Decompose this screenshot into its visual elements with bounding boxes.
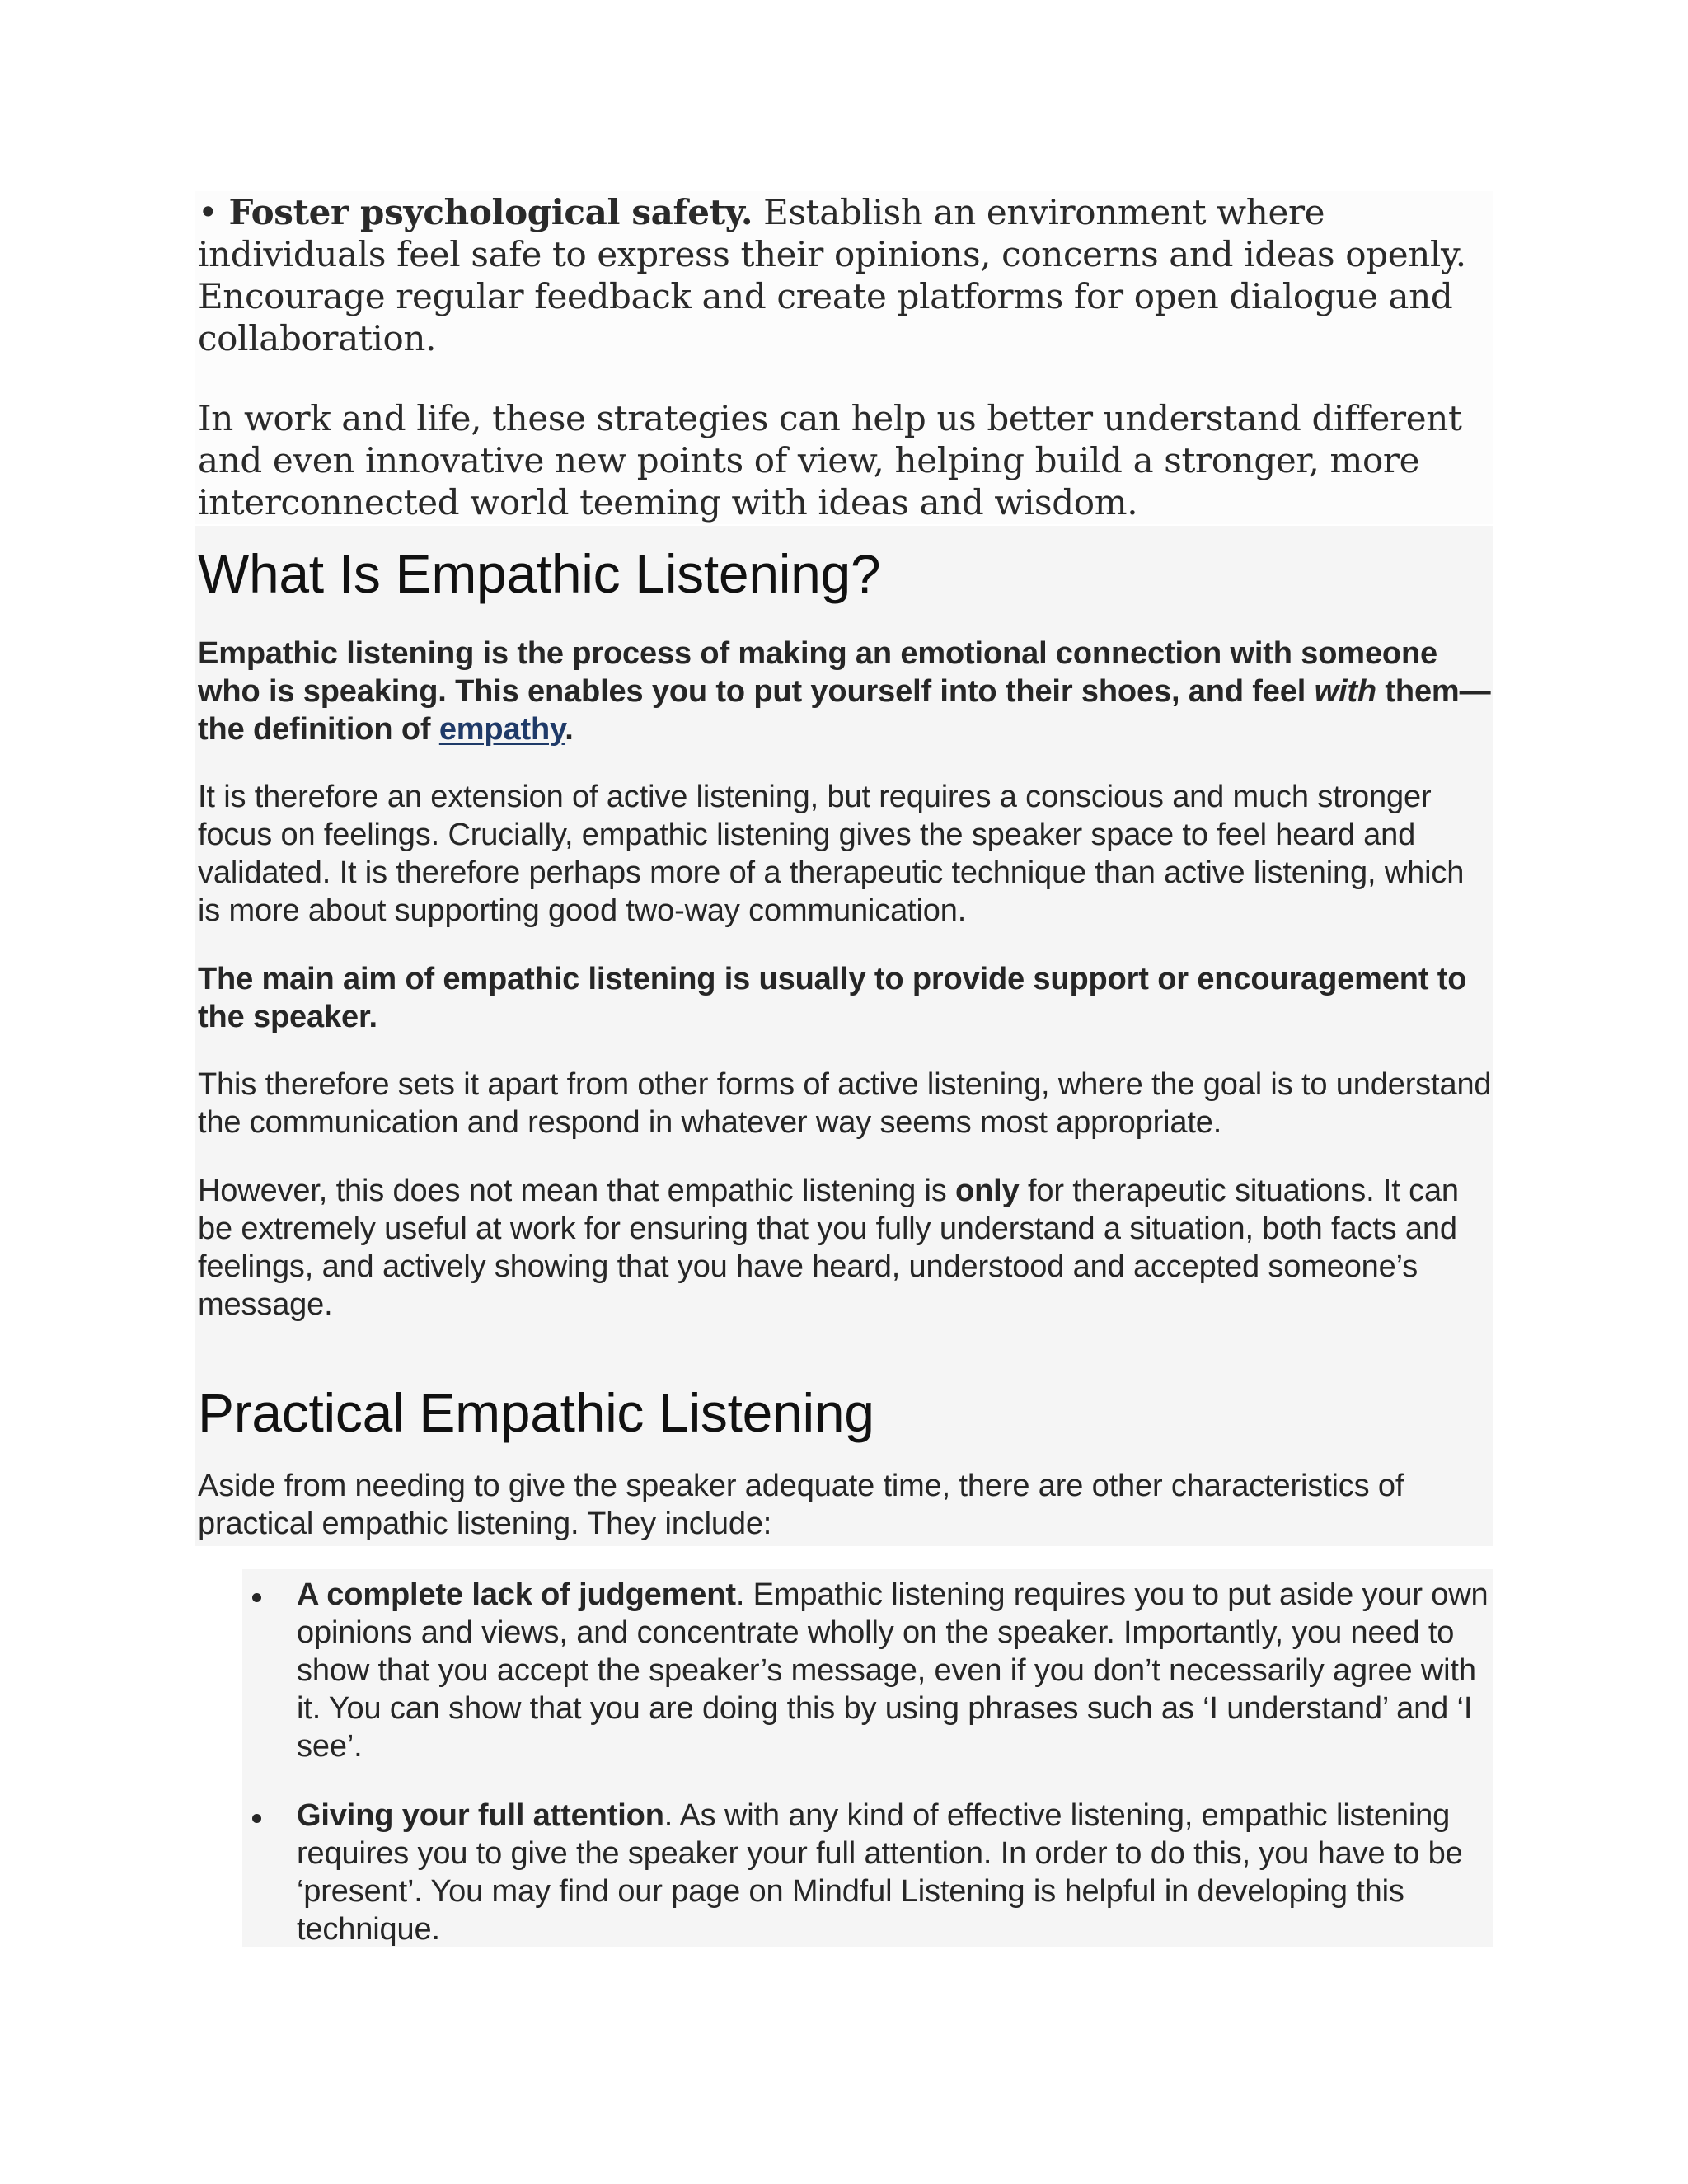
lead-emphasis: with (1314, 674, 1376, 709)
bullet-symbol: • (198, 192, 218, 232)
paragraph-however (198, 1172, 1493, 1324)
paragraph-main-aim: The main aim of empathic listening is usually to provide support or encouragement to the speaker. (198, 962, 1467, 1034)
intro-section (195, 191, 1493, 524)
paragraph-extension: It is therefore an extension of active listening, but requires a conscious and much stronger focus on feelings. Crucially, empathic listening gives the speaker space to feel heard and validated. It is therefore perhaps more of a therapeutic technique than active listening, which is more about supporting good two-way communication. (198, 780, 1465, 928)
bullet-dot (252, 1814, 261, 1823)
para3-bold: only (955, 1174, 1020, 1208)
empathic-listening-section (195, 526, 1493, 1546)
list-item-lead: Giving your full attention (297, 1798, 664, 1833)
list-item-body: . Empathic listening requires you to put aside your own opinions and views, and concentrate wholly on the speaker. Importantly, you need to show that you accept the speaker’s message, even if you don’t necessarily agree with it. You can show that you are doing this by using phrases such as ‘I understand’ and ‘I see’. (297, 1577, 1489, 1764)
bullet-dot (252, 1593, 261, 1602)
lead-part1: Empathic listening is the process of making an emotional connection with someone who is speaking. This enables you to put yourself into their shoes, and feel (198, 636, 1438, 709)
list-item-lead: A complete lack of judgement (297, 1577, 736, 1612)
list-item-body: . As with any kind of effective listening, empathic listening requires you to give the speaker your full attention. In order to do this, you have to be ‘present’. You may find our page on Mindful Listening is helpful in developing this technique. (297, 1798, 1463, 1947)
list-item-text (297, 1576, 1493, 1765)
characteristics-list (242, 1569, 1493, 1947)
paragraph-sets-apart: This therefore sets it apart from other forms of active listening, where the goal is to understand the communication and respond in whatever way seems most appropriate. (198, 1067, 1492, 1140)
para3-part1: However, this does not mean that empathic listening is (198, 1174, 956, 1208)
section-heading-empathic: What Is Empathic Listening? (198, 543, 881, 604)
section-heading-practical: Practical Empathic Listening (198, 1382, 874, 1443)
para3-part2: for therapeutic situations. It can be extremely useful at work for ensuring that you fully understand a situation, both facts and feelings, and actively showing that you have heard, understood and accepted someone’s message. (198, 1174, 1459, 1322)
lead-part2: them—the definition of (198, 674, 1491, 747)
bullet-lead: Foster psychological safety. (228, 192, 753, 232)
bullet-text: Establish an environment where individuals feel safe to express their opinions, concerns and ideas openly. Encourage regular feedback and create platforms for open dialogue and collaboration. (198, 192, 1466, 359)
bullet-paragraph (195, 191, 1493, 359)
paragraph-practical-intro: Aside from needing to give the speaker adequate time, there are other characteristics of practical empathic listening. They include: (198, 1469, 1404, 1541)
closing-paragraph: In work and life, these strategies can help us better understand different and even innovative new points of view, helping build a stronger, more interconnected world teeming with ideas and wisdom. (198, 398, 1462, 523)
lead-definition (198, 635, 1493, 748)
lead-end: . (565, 712, 574, 747)
list-item-text (297, 1797, 1493, 1948)
empathy-link[interactable]: empathy (438, 712, 565, 747)
